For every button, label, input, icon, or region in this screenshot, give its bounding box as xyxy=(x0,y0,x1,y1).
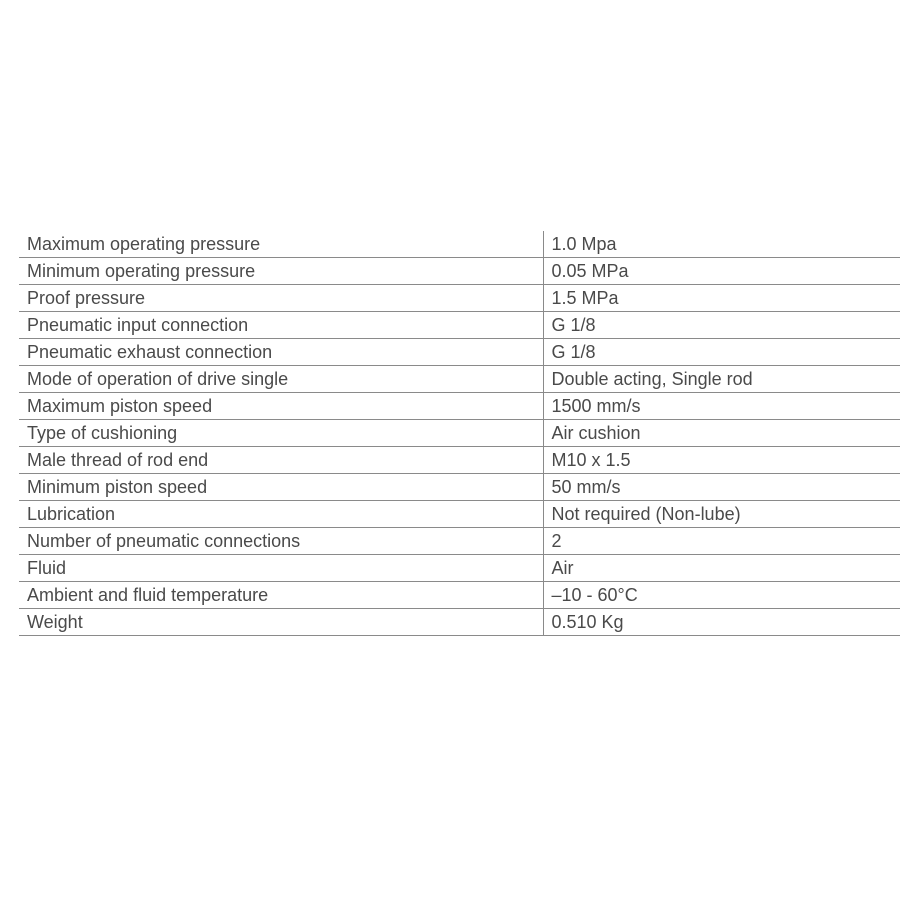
spec-value: G 1/8 xyxy=(543,312,900,339)
spec-value: 1500 mm/s xyxy=(543,393,900,420)
table-row xyxy=(19,474,900,501)
table-row xyxy=(19,366,900,393)
spec-value: Air xyxy=(543,555,900,582)
spec-value: Not required (Non-lube) xyxy=(543,501,900,528)
spec-value: –10 - 60°C xyxy=(543,582,900,609)
specification-table-body xyxy=(19,231,900,636)
specification-table xyxy=(19,231,900,636)
spec-value: Air cushion xyxy=(543,420,900,447)
table-row xyxy=(19,258,900,285)
table-row xyxy=(19,501,900,528)
spec-label: Maximum piston speed xyxy=(19,393,543,420)
spec-value: M10 x 1.5 xyxy=(543,447,900,474)
spec-value: 0.510 Kg xyxy=(543,609,900,636)
spec-label: Minimum operating pressure xyxy=(19,258,543,285)
spec-value: 1.5 MPa xyxy=(543,285,900,312)
spec-label: Maximum operating pressure xyxy=(19,231,543,258)
table-row xyxy=(19,231,900,258)
table-row xyxy=(19,555,900,582)
spec-label: Pneumatic input connection xyxy=(19,312,543,339)
table-row xyxy=(19,447,900,474)
spec-value: 50 mm/s xyxy=(543,474,900,501)
spec-label: Number of pneumatic connections xyxy=(19,528,543,555)
table-row xyxy=(19,393,900,420)
spec-label: Fluid xyxy=(19,555,543,582)
spec-value: 1.0 Mpa xyxy=(543,231,900,258)
spec-value: 0.05 MPa xyxy=(543,258,900,285)
spec-value: Double acting, Single rod xyxy=(543,366,900,393)
table-row xyxy=(19,285,900,312)
table-row xyxy=(19,582,900,609)
spec-label: Mode of operation of drive single xyxy=(19,366,543,393)
spec-label: Pneumatic exhaust connection xyxy=(19,339,543,366)
spec-label: Proof pressure xyxy=(19,285,543,312)
spec-label: Type of cushioning xyxy=(19,420,543,447)
spec-value: 2 xyxy=(543,528,900,555)
table-row xyxy=(19,312,900,339)
table-row xyxy=(19,528,900,555)
table-row xyxy=(19,339,900,366)
spec-label: Ambient and fluid temperature xyxy=(19,582,543,609)
table-row xyxy=(19,420,900,447)
spec-label: Weight xyxy=(19,609,543,636)
spec-value: G 1/8 xyxy=(543,339,900,366)
spec-label: Male thread of rod end xyxy=(19,447,543,474)
spec-label: Lubrication xyxy=(19,501,543,528)
table-row xyxy=(19,609,900,636)
spec-label: Minimum piston speed xyxy=(19,474,543,501)
